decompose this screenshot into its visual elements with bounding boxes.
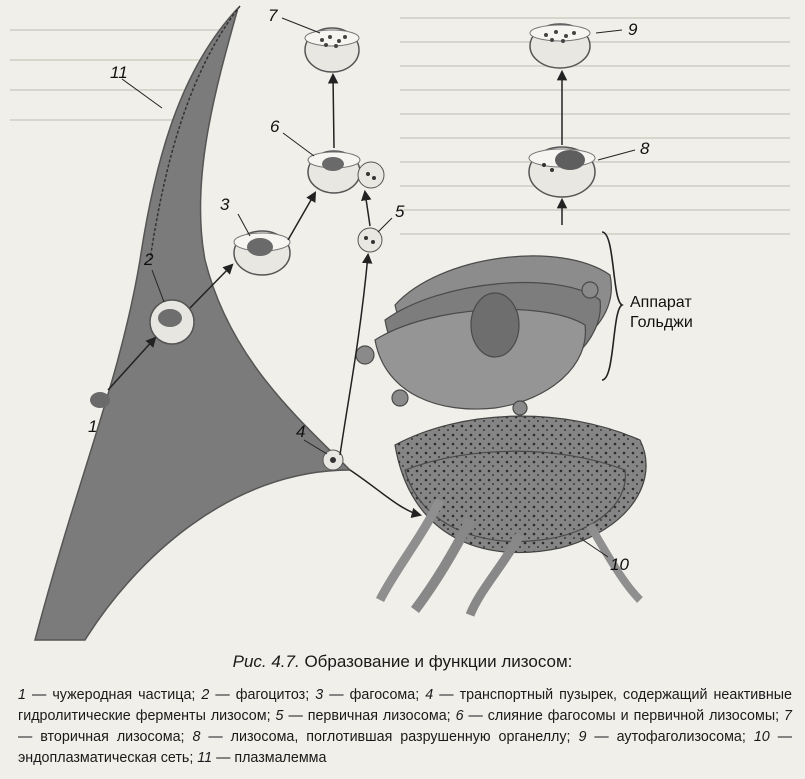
golgi-apparatus: [356, 256, 611, 415]
autophagolysosome: [530, 24, 590, 68]
label-4: 4: [296, 422, 306, 441]
figure-caption: [0, 652, 805, 672]
lysosome-with-organelle: [529, 147, 595, 197]
phagocytosis-vesicle: [150, 300, 194, 344]
phagosome: [234, 231, 290, 275]
legend-item: 3 — фагосома;: [315, 687, 426, 703]
golgi-label-line2: Гольджи: [630, 314, 693, 331]
label-2: 2: [144, 250, 154, 269]
legend-item: 5 — первичная лизосома;: [275, 708, 456, 724]
legend-item: 6 — слияние фагосомы и первичной лизосомы;: [455, 708, 785, 724]
label-1: 1: [88, 417, 98, 436]
label-11: 11: [110, 63, 128, 82]
legend-item: 1 — чужеродная частица;: [18, 687, 202, 703]
golgi-label-line1: Аппарат: [630, 294, 692, 311]
caption-title: Образование и функции лизосом:: [304, 652, 573, 671]
phagosome-lysosome-fusion: [308, 151, 384, 193]
figure-legend: [18, 685, 792, 769]
label-5: 5: [395, 202, 405, 221]
label-10: 10: [610, 555, 629, 574]
legend-item: 4 — транспортный пузырек, содержащий неактивные гидролитические ферменты лизосом;: [18, 687, 792, 724]
secondary-lysosome: [305, 28, 359, 72]
label-9: 9: [628, 20, 638, 39]
legend-item: 10 — эндоплазматическая сеть;: [18, 729, 792, 766]
label-3: 3: [220, 195, 230, 214]
legend-item: 7 — вторичная лизосома;: [18, 708, 792, 745]
legend-item: 9 — аутофаголизосома;: [578, 729, 754, 745]
label-6: 6: [270, 117, 280, 136]
legend-item: 2 — фагоцитоз;: [201, 687, 316, 703]
legend-item: 8 — лизосома, поглотившая разрушенную органеллу;: [192, 729, 579, 745]
caption-prefix: Рис. 4.7.: [232, 652, 300, 671]
legend-item: 11 — плазмалемма: [197, 750, 327, 766]
endoplasmic-reticulum: [380, 416, 646, 615]
label-8: 8: [640, 139, 650, 158]
foreign-particle: [90, 392, 110, 408]
label-7: 7: [268, 6, 278, 25]
